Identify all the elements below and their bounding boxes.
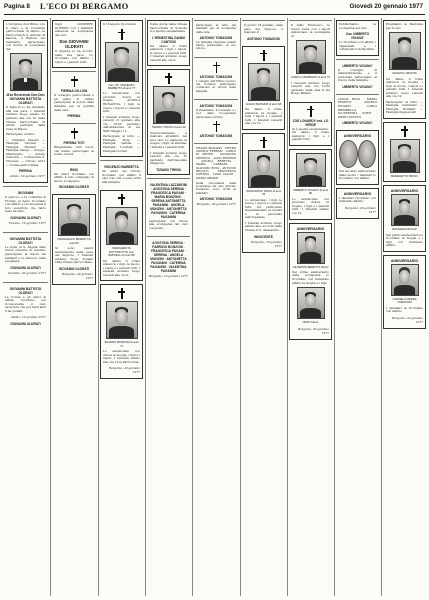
notice-text: Nella circostanza della scomparsa del caro Antonio Tomasoni, sono vicini ai familiari. bbox=[196, 180, 236, 195]
portrait-photo bbox=[390, 139, 420, 173]
place-date: Bergamo, 20 gennaio 1977 bbox=[345, 205, 376, 214]
notice-text: Nel primo anniversario della scomparsa lo ricordano con immutato affetto la moglie e i figli. bbox=[292, 269, 329, 285]
column-rule bbox=[192, 18, 193, 596]
obituary-notice bbox=[289, 102, 332, 146]
obituary-notice bbox=[242, 20, 285, 43]
obituary-notice bbox=[3, 186, 48, 229]
portrait-pair bbox=[339, 140, 376, 168]
anniversary-header: ANNIVERSARIO bbox=[343, 134, 372, 139]
obituary-notice bbox=[147, 236, 190, 282]
deceased-name: Cav. UMBERTO VIGANO' bbox=[345, 32, 370, 41]
portrait-photo bbox=[153, 86, 185, 124]
column-rule bbox=[240, 18, 241, 596]
obituary-notice bbox=[242, 133, 285, 253]
deceased-name: L'ERNESTINA ZANINI CANTONI bbox=[152, 35, 185, 44]
place-date: Bergamo, 20 gennaio 1977 bbox=[109, 366, 140, 375]
mourners-list: Partecipano al lutto: — Famiglia Rota — Famiglia Gamba — Famiglia Locatelli — Famiglia Cortesi bbox=[103, 134, 140, 153]
column-rule bbox=[145, 18, 146, 596]
notice-text: Lo ricordano con affetto i dipendenti e i collaboratori della Ditta. bbox=[339, 40, 376, 52]
anniversary-header: ANNIVERSARIO bbox=[296, 226, 325, 231]
deceased-name: GIOVANNI OLDRATI bbox=[58, 266, 90, 271]
portrait-photo bbox=[58, 198, 90, 236]
deceased-name: FRANCESCO PESENTI di anni 84 bbox=[57, 237, 91, 245]
notice-text: I familiari la ricordano con affetto. bbox=[386, 305, 423, 314]
obituary-notice bbox=[336, 20, 379, 56]
deceased-name: CARLO CAMMINATI di anni 75 bbox=[291, 75, 330, 80]
column-4 bbox=[147, 18, 190, 596]
deceased-name: GIOVANNI bbox=[17, 191, 34, 196]
portrait-photo bbox=[106, 301, 138, 339]
notice-text: Il giorno 18 gennaio, nella pace del Signore, è mancato il bbox=[244, 23, 283, 35]
deceased-name: GIOVANNI BATTISTA OLDRATI bbox=[9, 236, 42, 245]
obituary-notice bbox=[3, 282, 48, 329]
deceased-name: GIUSEPPE BERETTA (Pino) bbox=[292, 264, 329, 269]
obituary-notice bbox=[194, 99, 238, 140]
portrait-photo bbox=[297, 232, 325, 264]
deceased-name: PIERINA bbox=[67, 114, 81, 119]
column-rule bbox=[381, 18, 382, 596]
notice-text: partecipano con dolore alla scomparsa del caro congiunto. bbox=[149, 218, 188, 230]
place-date: Bergamo, 20 gennaio 1977 bbox=[298, 326, 329, 335]
cross-icon bbox=[118, 288, 125, 299]
obituary-notice bbox=[147, 69, 190, 174]
anniversary-header: ANNIVERSARIO bbox=[343, 191, 372, 196]
notice-text: Il Consiglio di amministrazione e il personale partecipano al dolore della famiglia. bbox=[338, 67, 377, 83]
notice-text: Il figlio Francesco, la nuora Luisa con i nipoti annunciano la scomparsa di bbox=[291, 23, 330, 38]
deceased-name: TIZIANO TIRONI bbox=[156, 167, 181, 172]
notice-text: Lo annunciano con profondo dolore la moglie ANGELA BONACINA, i figli, le nuore, i nipoti e i parenti tutti. bbox=[103, 91, 140, 114]
deceased-name: SEVERO BONZONI di anni 71 bbox=[104, 340, 139, 348]
portrait-photo bbox=[248, 150, 280, 188]
mourners-list: VALENTINA LAZZARONI · AGOSTINA SERENA · FRANCESCA PAGANI · MARIA BONZONI · SERENA ANTONIETTA PAGANINI · ANGELA MONZINI · ANTONIETTA PAGANINI · CATERINA PAGANINI bbox=[149, 182, 188, 219]
obituary-notice bbox=[52, 20, 96, 68]
notice-text: Il Signore lo ha chiamato alla sua pace. I funerali avranno luogo sabato 22 gennaio alle ore 10 nella Chiesa Parrocchiale di Albino partendo dalla Casa di Riposo. bbox=[6, 105, 45, 131]
notice-text: Il Presidente, il Consiglio e i soci della Cooperativa partecipano al lutto. bbox=[196, 107, 236, 119]
place-date: Bergamo, 20 gennaio 1977 bbox=[392, 315, 423, 324]
place-date: Albino, 19 gennaio 1977 bbox=[9, 174, 45, 179]
portrait-photo bbox=[105, 42, 139, 82]
notice-text: Le figlie di S. Angela delle Suore Orsoline di Gandino partecipano al dolore dei familiari e si uniscono nella preghiera. bbox=[5, 244, 46, 264]
mourners-list: AGOSTINA SERENA · FABRIZIO BONZONI · FRANCESCA PAGANI · SERENA · ANGELA MONZINI · ANTONIETTA PAGANINI · CATERINA PAGANINI · VALENTINA PAGANINI bbox=[150, 241, 187, 274]
cross-icon bbox=[165, 73, 172, 84]
column-1 bbox=[3, 18, 48, 596]
place-date: Gandino, 20 gennaio 1977 bbox=[7, 270, 46, 275]
cross-icon bbox=[213, 121, 220, 132]
cross-icon bbox=[118, 29, 125, 40]
obituary-notice bbox=[3, 20, 48, 183]
obituary-notice bbox=[100, 20, 143, 157]
deceased-name: BENEDETTO BOSIO bbox=[391, 173, 418, 178]
anniversary-header: ANNIVERSARIO bbox=[390, 189, 419, 194]
deceased-name: Cav. Uff. VINCENZO BARBETTA di anni 77 bbox=[107, 82, 136, 90]
notice-text: Ne danno il triste annuncio la moglie, i figli, le nuore, i nipoti e i parenti tutti. I funerali avranno luogo venerdì alle ore 10. bbox=[386, 76, 423, 99]
issue-date: Giovedì 20 gennaio 1977 bbox=[349, 3, 423, 10]
notice-text: Improvvisamente è mancato all'affetto dei suoi cari. Lo piangono la moglie, i figli, la mamma, i fratelli e i parenti tutti. bbox=[150, 130, 187, 149]
cross-icon bbox=[213, 62, 220, 73]
page-number: Pagina 8 bbox=[4, 3, 30, 10]
column-5 bbox=[194, 18, 238, 596]
obituary-notice bbox=[52, 194, 96, 285]
obituary-notice bbox=[383, 122, 426, 182]
portrait-photo bbox=[10, 53, 42, 91]
column-rule bbox=[287, 18, 288, 596]
notice-text: Lo annunciano con profondo dolore la moglie, i figli e i parenti tutti. I funerali sabato ore 10. bbox=[292, 196, 329, 215]
notice-text: Partecipano al lutto: bbox=[6, 132, 36, 137]
notice-text: Nel primo anniversario lo ricordano la moglie e i figli con immutato affetto. bbox=[386, 232, 423, 248]
obituary-notice bbox=[242, 46, 285, 130]
column-8 bbox=[336, 18, 379, 596]
deceased-name: VINCENZO BARBETTA bbox=[104, 165, 139, 170]
deceased-name: UMBERTO VIGANO' bbox=[342, 84, 373, 89]
obituary-notice bbox=[383, 20, 426, 119]
obituary-notice bbox=[336, 188, 379, 219]
deceased-name: GIOVANNI BATTISTA OLDRATI bbox=[9, 286, 42, 295]
deceased-name: ANTONIO TOMASONI bbox=[199, 35, 233, 40]
mourners-list: Partecipano al lutto: — Famiglia Carminati — Famiglia Bonfanti — Famiglia Pagnoncelli bbox=[386, 99, 423, 115]
cross-icon bbox=[71, 76, 78, 87]
obituary-notice bbox=[52, 163, 96, 192]
cross-icon bbox=[71, 128, 78, 139]
notice-text: Ringraziamo tutti coloro che hanno partecipato al nostro dolore. bbox=[54, 145, 94, 157]
notice-text: La famiglia ringrazia quanti hanno partecipato al suo dolore. bbox=[196, 39, 236, 51]
column-rule bbox=[334, 18, 335, 596]
notice-text: Ne danno il triste annuncio i figli, i nipoti, le nuore e i parenti tutti. I funerali avranno luogo venerdì alle ore 9. bbox=[150, 43, 187, 62]
portrait-photo bbox=[358, 140, 377, 168]
notice-text: Preghiamo la Madonna per il caro bbox=[386, 22, 423, 30]
deceased-name: UMBERTO VIGANO' bbox=[342, 63, 373, 68]
cross-icon bbox=[401, 126, 408, 137]
portrait-photo bbox=[339, 140, 358, 168]
portrait-photo bbox=[296, 40, 326, 74]
notice-text: I colleghi dell'Ufficio tecnico del Comune partecipano commossi al dolore della famiglia. bbox=[196, 78, 236, 93]
notice-text: Partecipano al lutto dei familiari per la scomparsa della cara bbox=[196, 23, 236, 34]
deceased-name: CARMELA MEDDA TOMASONI bbox=[392, 296, 417, 305]
notice-text: Si sono spenti serenamente nella pace del Signore. I funerali avranno luogo domani nella Chiesa parrocchiale. bbox=[55, 246, 93, 265]
place-date: Bergamo, 20 gennaio 1977 bbox=[62, 271, 93, 280]
obituary-notice bbox=[147, 20, 190, 66]
notice-text: Oggi GIUSEPPE GUERINI con i familiari annuncia la scomparsa del caro bbox=[55, 22, 93, 37]
deceased-name: Don GIOVANNI OLDRATI bbox=[59, 39, 89, 50]
obituary-notice bbox=[3, 232, 48, 279]
mourners-list: LUIGIA ROTA · MARIA PESENTI · ANGELO FINAZZI · CARLA BREMBILLA · GIUSEPPINA CORTI · PIERO ZANCHI bbox=[338, 96, 377, 119]
notice-text: I funerali avranno luogo venerdì alle ore 15 partendo dall'Ospedale Maggiore. bbox=[150, 150, 187, 166]
notice-text: I familiari ricordano con immutato affetto. bbox=[339, 195, 376, 204]
column-2 bbox=[52, 18, 96, 596]
obituary-notice bbox=[289, 20, 332, 99]
deceased-name: INNOCENTE TESTA di anni 78 bbox=[246, 188, 281, 197]
cross-icon bbox=[260, 137, 267, 148]
deceased-name: GIOVANNI OLDRATI bbox=[58, 185, 90, 190]
column-rule bbox=[98, 18, 99, 596]
cross-icon bbox=[118, 194, 125, 205]
obituary-notice bbox=[383, 185, 426, 252]
portrait-photo bbox=[297, 287, 325, 319]
obituary-notice bbox=[289, 149, 332, 220]
obituary-notice bbox=[194, 57, 238, 96]
deceased-name: ZOE LONARDY ved. LO VERDE bbox=[292, 118, 329, 127]
notice-text: Il Signore lo ha accolto nella sua pace. Lo ricordano con affetto i nipoti e i parenti tutti. bbox=[55, 49, 93, 64]
place-date: Albino, 19 gennaio 1977 bbox=[10, 315, 46, 320]
column-3 bbox=[100, 18, 143, 596]
cross-icon bbox=[260, 50, 267, 61]
obituary-notice bbox=[336, 130, 379, 185]
deceased-name: UMBERTO VIGANO' bbox=[342, 121, 373, 126]
cross-icon bbox=[307, 106, 314, 117]
obituary-notice bbox=[194, 143, 238, 210]
obituary-notice bbox=[147, 178, 190, 234]
deceased-name: INNOCENTE bbox=[254, 234, 273, 239]
place-date: Bergamo, 20 gennaio 1977 bbox=[196, 202, 236, 207]
notice-text: I funerali avranno luogo sabato alle ore 9,30 nella Chiesa di S. Alessandro. bbox=[245, 220, 282, 232]
obituary-notice bbox=[336, 59, 379, 91]
notice-text: I funerali avranno luogo venerdì alle ore 10,30 partendo dalla casa di via Borgo Palazzo. bbox=[291, 80, 330, 96]
obituary-notice bbox=[100, 160, 143, 187]
notice-text: Lo annunciano i figli, le nuore, i nipoti e i parenti tutti. Un particolare ringraziamento ai medici e al personale dell'Ospedale. bbox=[245, 197, 282, 220]
deceased-name: NINO GALLI bbox=[302, 320, 319, 325]
obituary-notice bbox=[194, 20, 238, 54]
portrait-photo bbox=[248, 63, 280, 101]
deceased-name: ANTONIO TOMASONI bbox=[199, 133, 233, 138]
obituary-notice bbox=[100, 190, 143, 281]
notice-text: Nella gloria della Chiesa Parrocchiale di Sorisole si è spento serenamente bbox=[150, 22, 187, 34]
place-date: Bergamo, 19 gennaio 1977 bbox=[149, 274, 189, 279]
notice-text: Gli amici ricordano con affetto il caro compagno di lavoro scomparso. bbox=[54, 171, 94, 183]
notice-text: L'Arciprete don Bruno con il Clero e la Comunità parrocchiale di Albino, la Parrocchia di S. Antonio di Padova, il Rettore del Santuario, partecipano con dolore la scomparsa del bbox=[6, 22, 45, 51]
notice-text: Lo annunciano con dolore la moglie, i figli e i nipoti. I funerali sabato alle ore 10 in Parrocchia. bbox=[103, 349, 140, 364]
deceased-name: M.to Reverendo Don Don GIOVANNI BATTISTA OLDRATI bbox=[6, 93, 45, 106]
deceased-name: IGNAZIO LIMONTA bbox=[392, 71, 417, 76]
place-date: Fiorano, 19 gennaio 1977 bbox=[8, 220, 46, 225]
deceased-name: GIOVANNI OLDRATI bbox=[10, 265, 41, 270]
notice-text: Il parroco e la comunità di Fiorano al Serio ricordano con affetto e riconoscenza il loro sacerdote che tanto bene ha fatto. bbox=[5, 195, 46, 214]
portrait-photo bbox=[391, 264, 419, 296]
deceased-name: TIZIANO TIRONI di anni 42 bbox=[151, 125, 186, 130]
notice-text: La Corale e gli amici di Albino ricordano con riconoscenza il caro sacerdote che per tanti anni li ha guidati. bbox=[5, 294, 46, 313]
obituary-notice bbox=[289, 223, 332, 340]
obituary-notice bbox=[52, 71, 96, 120]
deceased-name: GIOVANNI OLDRATI bbox=[10, 215, 41, 220]
mourners-list: ORAZIO BONAZZI · PIETRO ANGELO FERRARI · CARLO DI PIETRO · GIOVANNA GHIDELLI · ALDO BONESSI · ANGELA BERETTA · MARIA CARRARA · GIACOMO ROTA · ANTONIO BELOTTI · FRANCESCO CORTESI · LUIGI VALOTI · MARIO GHEZZI bbox=[196, 145, 236, 180]
portrait-photo bbox=[389, 32, 421, 70]
deceased-name: RAFFAELE RICCHI bbox=[392, 227, 417, 232]
notice-text: Il 18 agosto ricorrendo bbox=[103, 22, 137, 26]
deceased-name: ANTONIO TOMASONI bbox=[199, 74, 233, 79]
deceased-name: MARGHERITA ZOTTOROTTO ved. BAPPELLI di anni 80 bbox=[108, 246, 135, 258]
deceased-name: GIULIO BASSANI di anni 68 bbox=[245, 101, 282, 106]
deceased-name: ANTONIO TOMASONI bbox=[247, 36, 280, 41]
obituary-notice bbox=[100, 284, 143, 379]
column-9 bbox=[383, 18, 426, 596]
obituary-notice bbox=[383, 255, 426, 329]
place-date: Bergamo, 19 gennaio 1977 bbox=[251, 239, 282, 248]
notice-text: Nel secondo anniversario della morte i familiari lo ricordano con affetto. bbox=[339, 169, 376, 181]
deceased-name: ANTONIO TOMASONI bbox=[199, 197, 233, 202]
deceased-name: UMBERTO VIGANO' di anni 80 bbox=[292, 187, 329, 196]
portrait-photo bbox=[391, 194, 419, 226]
column-rule bbox=[50, 18, 51, 596]
deceased-name: PIERINA TOTI bbox=[63, 141, 85, 146]
obituary-notice bbox=[336, 94, 379, 127]
deceased-name: ANTONIO TOMASONI bbox=[199, 103, 233, 108]
column-7 bbox=[289, 18, 332, 596]
notice-text: Pubblichiamo la scomparsa del caro bbox=[339, 22, 376, 30]
portrait-photo bbox=[106, 207, 138, 245]
column-6 bbox=[242, 18, 285, 596]
masthead bbox=[4, 2, 425, 15]
deceased-name: RINO bbox=[70, 167, 78, 172]
deceased-name: GIOVANNI OLDRATI bbox=[10, 322, 41, 327]
notice-text: Ne danno il triste annuncio i figli, le nuore, i nipoti e i parenti tutti. I funerali avranno luogo venerdì alle ore 9. bbox=[103, 258, 140, 277]
deceased-name: PIERINA GILLONI bbox=[60, 89, 88, 94]
notice-text: Ne danno il triste annuncio la moglie, i figli, i nipoti e i parenti tutti. I funerali venerdì alle ore 10. bbox=[245, 107, 282, 126]
newspaper-title: L'ECO DI BERGAMO bbox=[40, 2, 129, 11]
notice-text: Il consiglio parrocchiale e gli amici di Albino partecipano al dolore della famiglia per la perdita della cara bbox=[54, 93, 94, 112]
notice-text: Si è spenta serenamente. Ne danno il triste annuncio i figli e i parenti tutti. bbox=[292, 126, 329, 142]
anniversary-header: ANNIVERSARIO bbox=[390, 258, 419, 263]
deceased-name: PIERINA bbox=[19, 169, 32, 174]
mourners-list: — Famiglia Pesenti — Famiglia Carrara — Famiglia Brignoli — Famiglia Zanga — Gruppo Missionario — Azione Cattolica — Conferenza S. Vincenzo — Circolo ACLI — Corale parrocchiale bbox=[6, 137, 45, 167]
notice-text: Gli amici del Circolo ricordano con affetto il caro Cav. Uff. e sono vicini alla famiglia. bbox=[102, 169, 141, 184]
notice-text: I funerali avranno luogo venerdì 21 gennaio alle ore 10,30 partendo dall'abitazione in via XXIV Maggio 12. bbox=[103, 114, 140, 133]
portrait-photo bbox=[296, 153, 326, 187]
obituary-notice bbox=[52, 123, 96, 160]
